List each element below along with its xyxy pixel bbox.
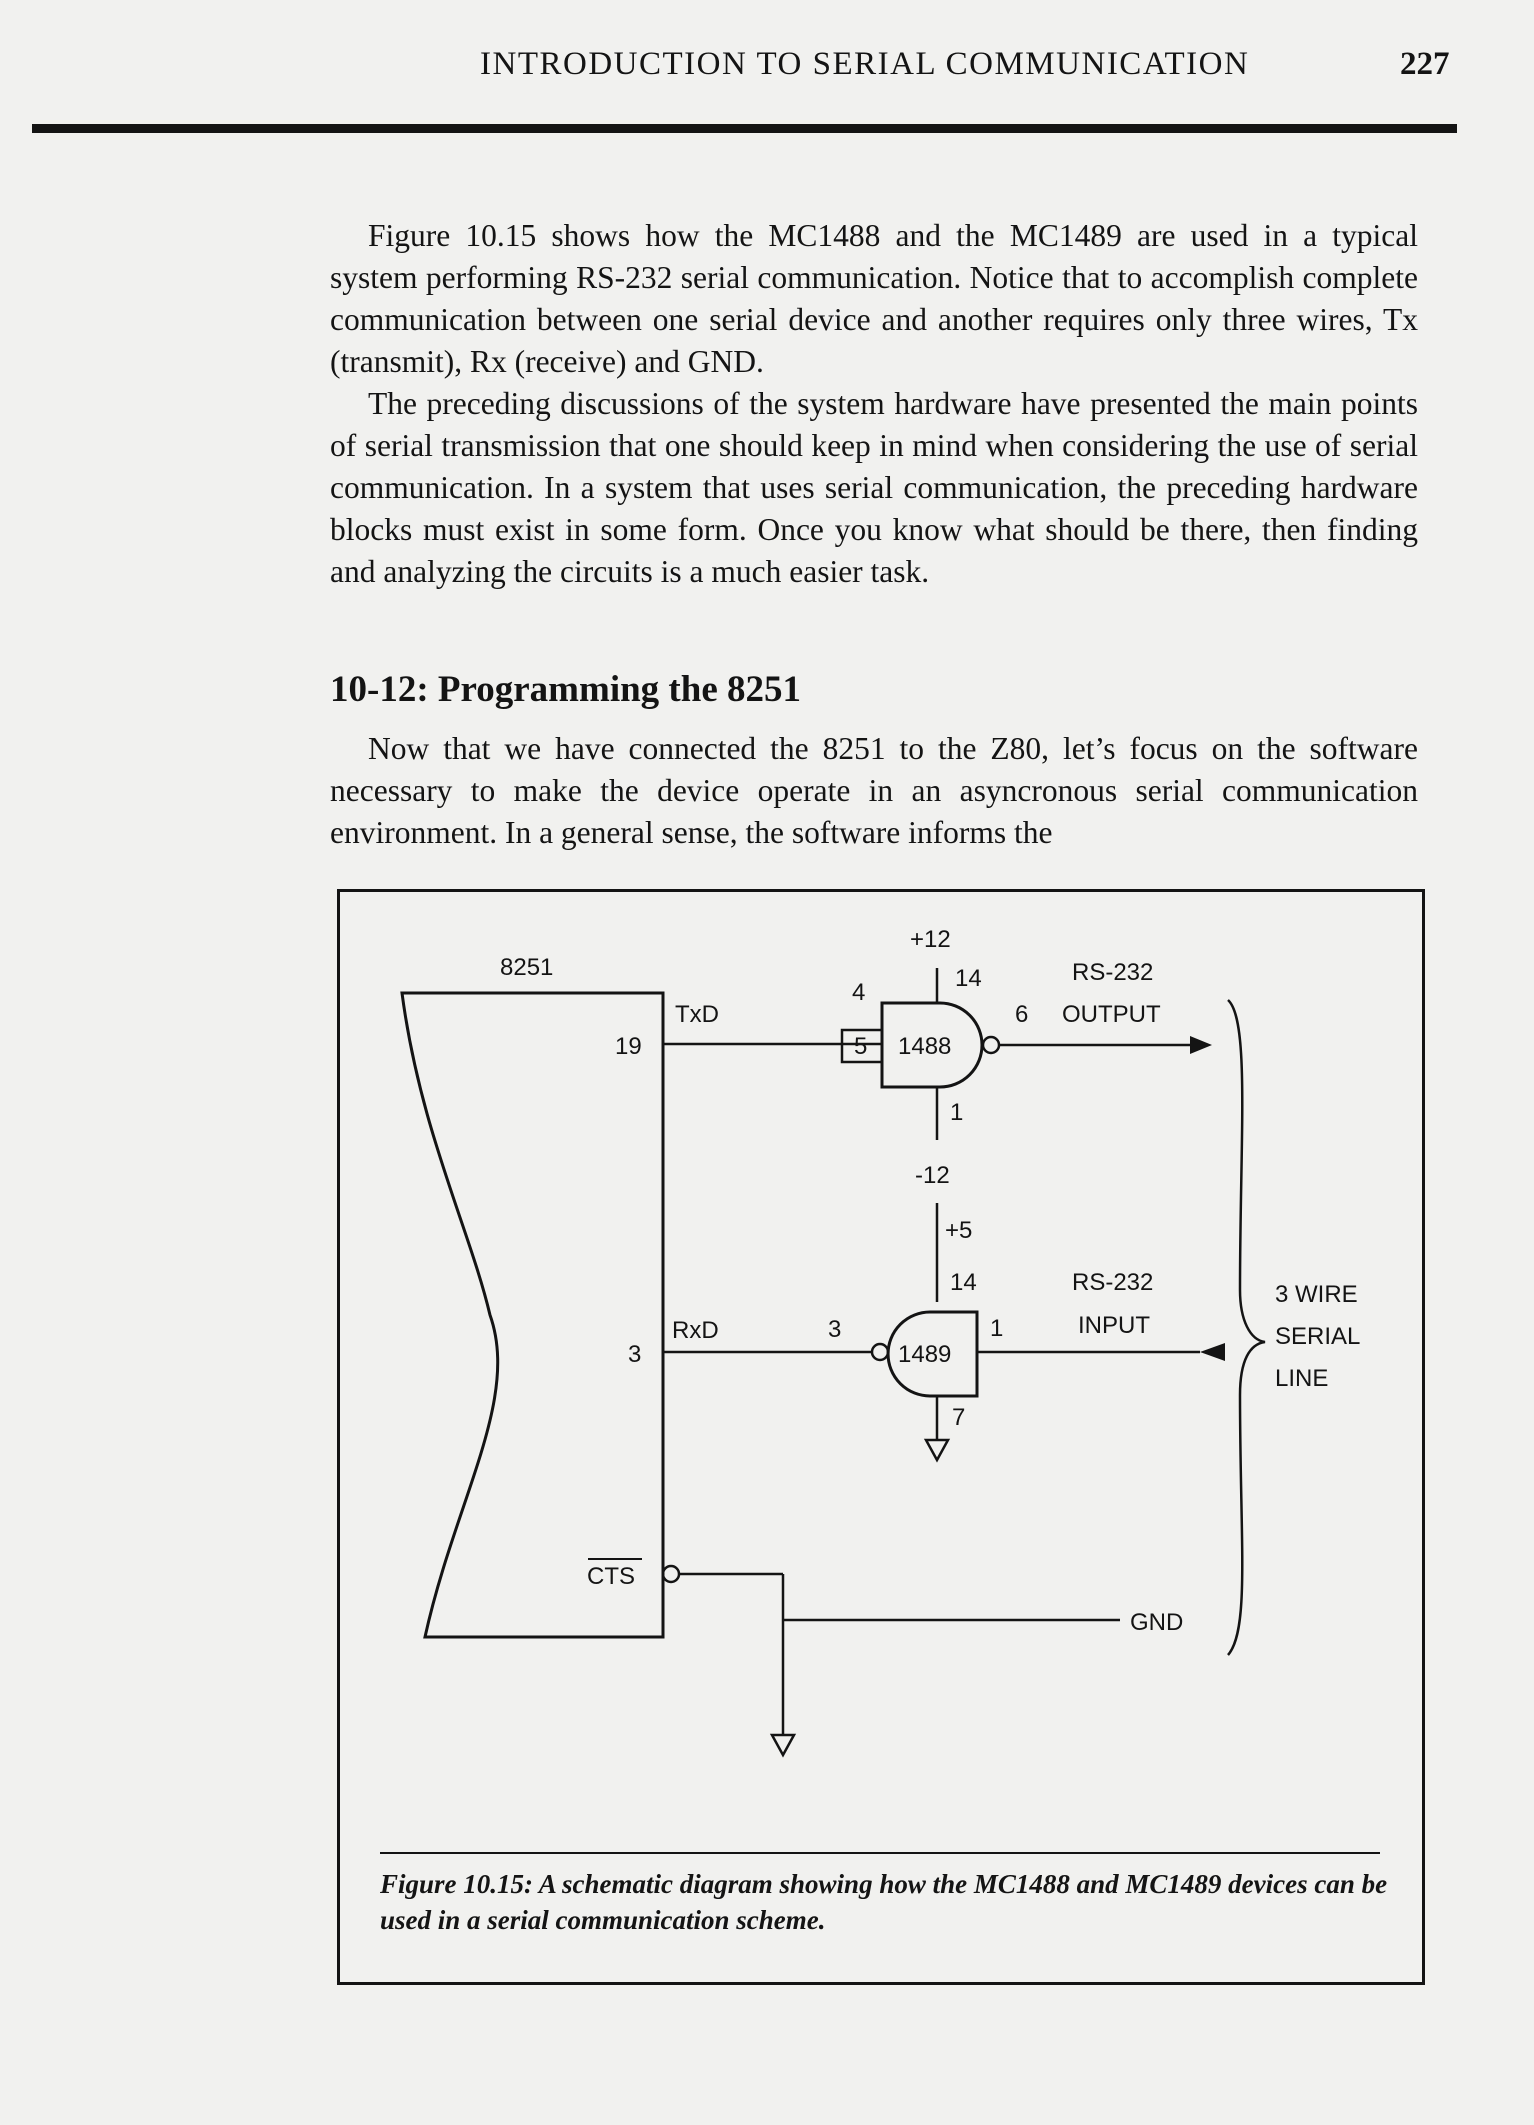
section-heading: 10-12: Programming the 8251	[330, 669, 801, 710]
driver-supply-pos: +12	[910, 926, 951, 953]
receiver-name: 1489	[898, 1341, 952, 1368]
driver-pin-vee: 1	[950, 1099, 964, 1126]
txd-label: TxD	[675, 1001, 719, 1028]
line-label-1: 3 WIRE	[1275, 1281, 1358, 1308]
figure-caption	[380, 1866, 1390, 1938]
rxd-pin: 3	[628, 1341, 642, 1368]
caption-rule	[380, 1852, 1380, 1854]
output-label-2: OUTPUT	[1062, 1001, 1161, 1028]
paragraph-2: The preceding discussions of the system hardware have presented the main points of serial transmission that one should keep in mind when considering the use of serial communication. In a system that uses serial communication, the preceding hardware blocks must exist in some form. Once you know what should be there, then finding and analyzing the circuits is a much easier task.	[330, 386, 1418, 589]
output-arrowhead	[1190, 1036, 1212, 1054]
paragraph-1: Figure 10.15 shows how the MC1488 and the MC1489 are used in a typical system performing RS-232 serial communication. Notice that to accomplish complete communication between one serial device and another requires only three wires, Tx (transmit), Rx (receive) and GND.	[330, 218, 1418, 379]
output-label-1: RS-232	[1072, 959, 1154, 986]
txd-pin: 19	[615, 1033, 642, 1060]
chip-8251-label: 8251	[500, 954, 554, 981]
caption-label: Figure 10.15:	[380, 1869, 534, 1899]
receiver-pin-gnd: 7	[952, 1404, 966, 1431]
serial-line-brace	[1228, 1000, 1265, 1655]
driver-pin-in-b: 5	[854, 1033, 868, 1060]
line-label-3: LINE	[1275, 1365, 1329, 1392]
rxd-label: RxD	[672, 1317, 719, 1344]
driver-pin-vcc: 14	[955, 965, 982, 992]
section-paragraph: Now that we have connected the 8251 to the Z80, let’s focus on the software necessary to make the device operate in an asyncronous serial communication environment. In a general sense, the software informs the	[330, 731, 1418, 850]
receiver-inversion-bubble	[872, 1344, 888, 1360]
driver-pin-in-a: 4	[852, 979, 866, 1006]
input-arrowhead	[1200, 1343, 1225, 1361]
receiver-pin-in: 1	[990, 1315, 1004, 1342]
page-number: 227	[1400, 46, 1450, 82]
running-head-title: INTRODUCTION TO SERIAL COMMUNICATION	[480, 46, 1250, 82]
driver-inversion-bubble	[983, 1037, 999, 1053]
cts-label: CTS	[587, 1563, 635, 1590]
gnd-label: GND	[1130, 1609, 1184, 1636]
line-label-2: SERIAL	[1275, 1323, 1361, 1350]
receiver-pin-out: 3	[828, 1316, 842, 1343]
driver-name: 1488	[898, 1033, 952, 1060]
receiver-pin-vcc: 14	[950, 1269, 977, 1296]
receiver-supply: +5	[945, 1217, 973, 1244]
caption-text: A schematic diagram showing how the MC1488 and MC1489 devices can be used in a serial communication scheme.	[380, 1869, 1388, 1935]
input-label-2: INPUT	[1078, 1312, 1150, 1339]
chip-8251-body	[402, 993, 663, 1637]
cts-gnd-symbol	[772, 1735, 794, 1755]
receiver-gnd-symbol	[926, 1440, 948, 1460]
input-label-1: RS-232	[1072, 1269, 1154, 1296]
driver-supply-neg: -12	[915, 1162, 950, 1189]
driver-pin-out: 6	[1015, 1001, 1029, 1028]
cts-inversion-bubble	[663, 1566, 679, 1582]
